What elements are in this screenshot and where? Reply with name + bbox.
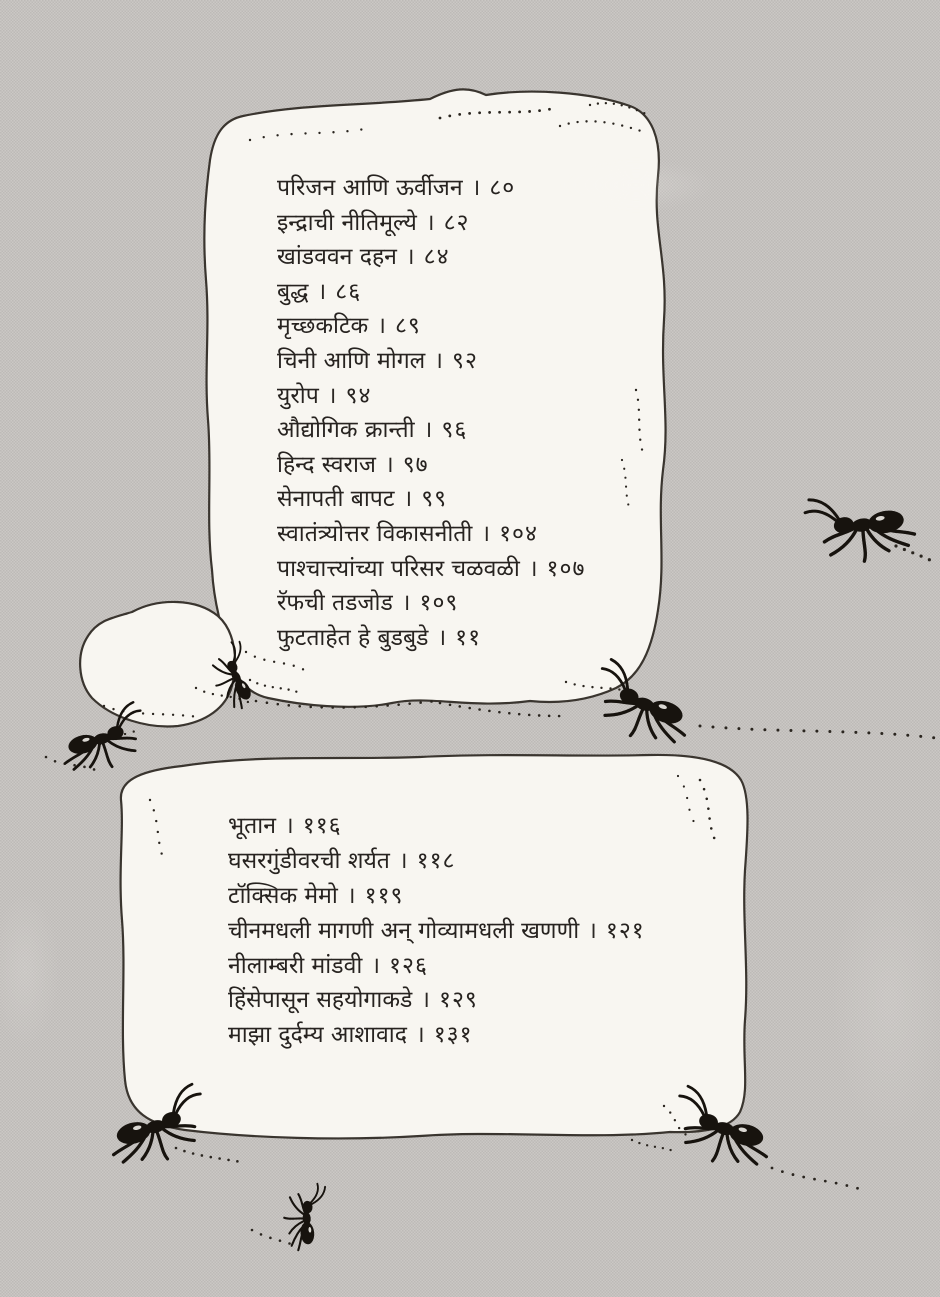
ant-trail-dots (176, 1148, 246, 1163)
ant-icon (282, 1183, 331, 1251)
entry-title: इन्द्राची नीतिमूल्ये (277, 209, 417, 236)
ant-trail-dots (896, 546, 932, 561)
entry-separator: । (423, 417, 433, 444)
toc-entry (277, 206, 585, 241)
entry-title: माझा दुर्दम्य आशावाद (228, 1022, 407, 1049)
entry-separator: । (384, 451, 394, 478)
toc-entry (228, 949, 645, 984)
entry-separator: । (528, 555, 538, 582)
entry-page-number: ८६ (335, 278, 362, 305)
toc-entry (228, 809, 645, 844)
entry-separator: । (285, 813, 294, 839)
entry-page-number: ११ (455, 624, 482, 651)
entry-title: टॉक्सिक मेमो (228, 882, 338, 909)
toc-entry (228, 879, 645, 914)
entry-title: सेनापती बापट (277, 486, 395, 513)
entry-separator: । (327, 382, 337, 409)
toc-section-2 (228, 809, 645, 1053)
entry-separator: । (421, 987, 431, 1014)
toc-entry (228, 983, 645, 1018)
toc-entry (277, 344, 585, 379)
entry-page-number: ११६ (302, 813, 342, 839)
ant-trail-dots (440, 703, 562, 716)
entry-separator: । (371, 952, 381, 979)
entry-page-number: १२६ (389, 952, 428, 979)
entry-separator: । (588, 917, 597, 944)
entry-page-number: ११९ (364, 882, 404, 909)
toc-entry (277, 552, 585, 587)
entry-title: युरोप (277, 382, 319, 409)
toc-entry (277, 171, 585, 206)
entry-page-number: ९४ (345, 382, 372, 409)
entry-separator: । (317, 278, 327, 305)
entry-title: फुटताहेत हे बुडबुडे (277, 624, 429, 651)
entry-title: बुद्ध (277, 278, 309, 305)
entry-title: रॅफची तडजोड (277, 590, 393, 617)
entry-title: मृच्छकटिक (277, 313, 369, 340)
entry-separator: । (434, 347, 443, 374)
entry-separator: । (401, 590, 411, 617)
entry-page-number: ८९ (394, 313, 421, 340)
entry-page-number: ८४ (423, 244, 450, 271)
paper-blob-small (80, 602, 235, 727)
toc-entry (277, 517, 585, 552)
entry-title: स्वातंत्र्योत्तर विकासनीती (277, 520, 473, 547)
ant-trail-dots (252, 1230, 294, 1245)
toc-entry (277, 240, 585, 275)
ant-trail-dots (700, 726, 936, 738)
toc-entry (277, 379, 585, 414)
entry-title: चीनमधली मागणी अन् गोव्यामधली खणणी (228, 917, 580, 944)
toc-entry (277, 275, 585, 310)
entry-separator: । (425, 209, 435, 236)
toc-entry (228, 914, 645, 949)
toc-entry (277, 413, 585, 448)
entry-separator: । (437, 624, 447, 651)
entry-title: पाश्चात्त्यांच्या परिसर चळवळी (277, 555, 520, 582)
toc-entry (228, 844, 645, 879)
entry-page-number: ९२ (451, 347, 478, 374)
entry-page-number: ९७ (402, 451, 429, 478)
toc-section-1 (277, 171, 585, 655)
ant-icon (803, 483, 918, 570)
entry-title: हिन्द स्वराज (277, 451, 376, 478)
entry-separator: । (403, 486, 413, 513)
entry-page-number: ११८ (416, 847, 456, 874)
entry-title: हिंसेपासून सहयोगाकडे (228, 987, 413, 1014)
entry-title: औद्योगिक क्रान्ती (277, 417, 415, 444)
toc-entry (277, 621, 585, 656)
entry-title: खांडववन दहन (277, 244, 397, 271)
entry-separator: । (481, 520, 491, 547)
entry-page-number: १२१ (605, 917, 645, 944)
entry-page-number: ९६ (441, 417, 468, 444)
entry-page-number: १०४ (499, 520, 538, 547)
entry-separator: । (346, 882, 356, 909)
toc-entry (277, 448, 585, 483)
entry-title: भूतान (228, 813, 277, 839)
entry-page-number: १०७ (546, 555, 586, 582)
toc-entry (277, 586, 585, 621)
entry-page-number: ८२ (443, 209, 470, 236)
entry-separator: । (377, 313, 386, 340)
toc-entry (277, 309, 585, 344)
stipple-dots (632, 1140, 676, 1152)
toc-entry (228, 1018, 645, 1053)
toc-entry (277, 482, 585, 517)
entry-title: नीलाम्बरी मांडवी (228, 952, 363, 979)
entry-page-number: १२९ (439, 987, 478, 1014)
entry-title: परिजन आणि ऊर्वीजन (277, 175, 463, 201)
entry-page-number: १०९ (419, 590, 459, 617)
entry-title: घसरगुंडीवरची शर्यत (228, 847, 390, 874)
entry-page-number: ८० (489, 175, 516, 201)
entry-title: चिनी आणि मोगल (277, 347, 426, 374)
entry-separator: । (415, 1022, 425, 1049)
entry-separator: । (398, 847, 408, 874)
entry-separator: । (405, 244, 415, 271)
ant-trail-dots (772, 1168, 860, 1189)
entry-page-number: १३१ (433, 1022, 473, 1049)
entry-separator: । (471, 175, 481, 201)
entry-page-number: ९९ (421, 486, 448, 513)
